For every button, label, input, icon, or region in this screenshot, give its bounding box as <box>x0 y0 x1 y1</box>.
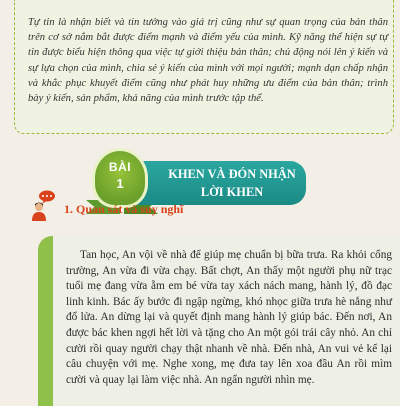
story-paragraph: Tan học, An vội về nhà để giúp mẹ chuẩn bị bữa trưa. Ra khỏi cổng trường, An vừa đi vừa chạy. Bất chợt, An thấy một người phụ nữ trạc tuổi mẹ đang vừa ẵm em bé vừa tay xách nách mang, hành lý, đồ đạc linh kinh. Bác ấy bước đi ngập ngừng, khó nhọc giữa trưa hè nắng như đổ lửa. An dừng lại và quyết định mang hành lý giúp bác. Đến nơi, An được bác khen ngợi hết lời và tặng cho An một gói trái cây nhỏ. An chỉ cười rồi quay người chạy thật nhanh về nhà. Đến nhà, An vui vẻ kể lại câu chuyện với mẹ. Nghe xong, mẹ đưa tay lên xoa đầu An rồi mìm cười và quay lại làm việc nhà. An ngẩn người nhìn mẹ. <box>66 249 392 386</box>
intro-paragraph: Tự tin là nhận biết và tin tưởng vào giá trị cũng như sự quan trọng của bản thân trên cơ sở nắm bắt được điểm mạnh và điểm yếu của mình. Kỹ năng thể hiện sự tự tin được biểu hiện thông qua việc tự giới thiệu bản thân; chủ động nói lên ý kiến và sự lựa chọn của mình, chia sẻ ý kiến của mình với mọi người; mạnh dạn chấp nhận và khắc phục khuyết điểm cũng như phát huy những ưu điểm của bản thân; trình bày ý kiến, sản phẩm, khả năng của mình trước tập thể. <box>28 17 388 105</box>
lesson-title: KHEN VÀ ĐÓN NHẬN LỜI KHEN <box>168 167 296 199</box>
section-heading: 1. Quan sát và suy nghĩ <box>64 202 184 216</box>
lesson-label: BÀI <box>108 160 132 174</box>
lesson-number: 1 <box>116 176 124 191</box>
speech-bubble-person-icon <box>30 190 58 227</box>
story-accent-stripe <box>38 236 53 406</box>
